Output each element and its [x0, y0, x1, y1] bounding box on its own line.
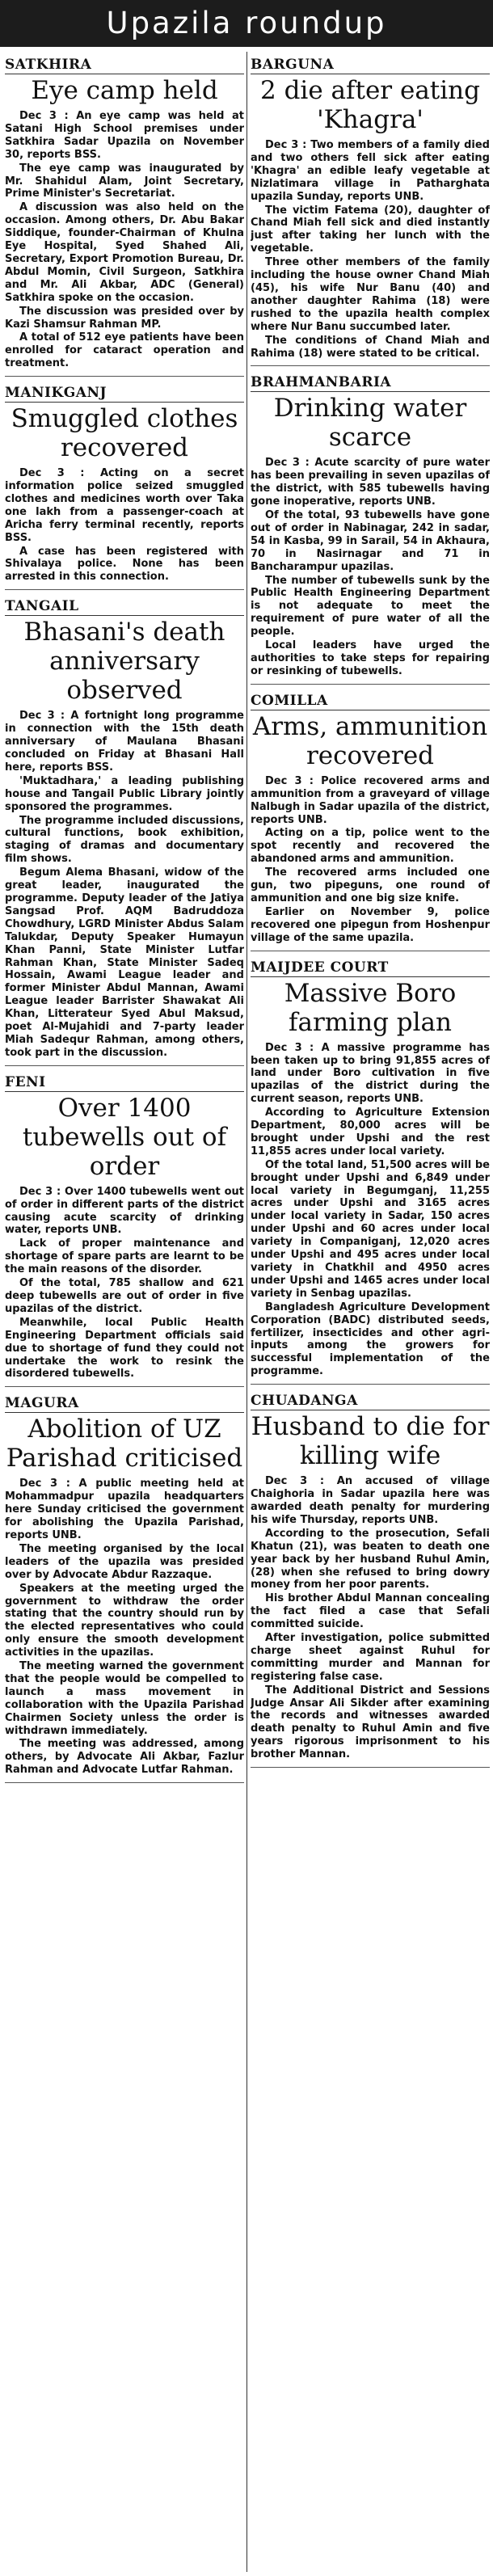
- news-story: [251, 959, 490, 1385]
- story-paragraph: Dec 3 : Acute scarcity of pure water has been prevailing in seven upazilas of the district, with 585 tubewells having gone inoperative, reports UNB.: [251, 457, 490, 508]
- story-paragraph: Dec 3 : Police recovered arms and ammunition from a graveyard of village Nalbugh in Sadar upazila of the district, reports UNB.: [251, 774, 490, 826]
- story-body: [251, 457, 490, 677]
- story-headline: Over 1400 tubewells out of order: [22, 1093, 227, 1181]
- story-dateline: TANGAIL: [5, 598, 244, 616]
- story-dateline: COMILLA: [251, 693, 490, 710]
- left-column: [5, 57, 244, 2570]
- story-paragraph: The conditions of Chand Miah and Rahima (18) were stated to be critical.: [251, 334, 490, 360]
- story-paragraph: Dec 3 : A public meeting held at Mohammadpur upazila headquarters here Sunday criticised the government for abolishing the Upazila Parishad, reports UNB.: [5, 1478, 244, 1541]
- story-body: [5, 467, 244, 584]
- story-paragraph: Dec 3 : An eye camp was held at Satani High School premises under Satkhira Sadar Upazila on November 30, reports BSS.: [5, 110, 244, 161]
- right-column: [251, 57, 490, 2570]
- story-paragraph: The eye camp was inaugurated by Mr. Shahidul Alam, Joint Secretary, Prime Minister's Secretariat.: [5, 162, 244, 200]
- story-headline: 2 die after eating 'Khagra': [260, 76, 480, 134]
- news-story: [251, 693, 490, 951]
- story-paragraph: The victim Fatema (20), daughter of Chand Miah fell sick and died instantly just after taking her lunch with the vegetable.: [251, 204, 490, 255]
- story-paragraph: Meanwhile, local Public Health Engineering Department officials said due to shortage of fund they could not undertake the work to resink the disordered tubewells.: [5, 1316, 244, 1381]
- story-headline: Arms, ammunition recovered: [252, 711, 488, 770]
- story-paragraph: Dec 3 : Over 1400 tubewells went out of order in different parts of the district causing acute scarcity of drinking water, reports UNB.: [5, 1185, 244, 1237]
- story-paragraph: Speakers at the meeting urged the government to withdraw the order stating that the country should run by the elected representatives who could only ensure the smooth development activities in the upazilas.: [5, 1582, 244, 1659]
- story-paragraph: Bangladesh Agriculture Development Corporation (BADC) distributed seeds, fertilizer, insecticides and other agri-inputs among the growers for successful implementation of the programme.: [251, 1301, 490, 1378]
- story-body: [251, 1475, 490, 1761]
- news-story: [5, 1074, 244, 1388]
- story-dateline: SATKHIRA: [5, 57, 244, 74]
- story-dateline: MAGURA: [5, 1395, 244, 1413]
- story-paragraph: Dec 3 : Two members of a family died and two others fell sick after eating 'Khagra' an edible leafy vegetable at Nizlatimara village in Patharghata upazila Sunday, reports UNB.: [251, 139, 490, 203]
- story-paragraph: A discussion was also held on the occasion. Among others, Dr. Abu Bakar Siddique, founder-Chairman of Khulna Eye Hospital, Syed Shahed Ali, Secretary, Export Promotion Bureau, Dr. Abdul Momin, Civil Surgeon, Satkhira and Mr. Ali Akbar, ADC (General) Satkhira spoke on the occasion.: [5, 201, 244, 304]
- story-paragraph: Local leaders have urged the authorities to take steps for repairing or resinking of tubewells.: [251, 639, 490, 677]
- story-dateline: CHUADANGA: [251, 1393, 490, 1410]
- story-paragraph: His brother Abdul Mannan concealing the fact filed a case that Sefali committed suicide.: [251, 1592, 490, 1631]
- story-paragraph: The Additional District and Sessions Judge Ansar Ali Sikder after examining the records and witnesses awarded death penalty to Ruhul Amin and five years rigorous imprisonment to his brother Mannan.: [251, 1684, 490, 1761]
- story-paragraph: Earlier on November 9, police recovered one pipegun from Hoshenpur village of the same upazila.: [251, 905, 490, 944]
- story-body: [251, 775, 490, 945]
- story-dateline: MAIJDEE COURT: [251, 959, 490, 977]
- story-paragraph: Dec 3 : Acting on a secret information police seized smuggled clothes and medicines worth over Taka one lakh from a passenger-coach at Aricha ferry terminal recently, reports BSS.: [5, 467, 244, 544]
- news-story: [251, 1393, 490, 1768]
- story-paragraph: A total of 512 eye patients have been enrolled for cataract operation and treatment.: [5, 331, 244, 370]
- section-banner: Upazila roundup: [0, 0, 493, 47]
- story-paragraph: Acting on a tip, police went to the spot recently and recovered the abandoned arms and ammunition.: [251, 827, 490, 866]
- story-headline: Abolition of UZ Parishad criticised: [6, 1414, 243, 1474]
- story-paragraph: The meeting warned the government that the people would be compelled to launch a mass movement in collaboration with the Upazila Parishad Chairmen Society unless the order is withdrawn immediately.: [5, 1660, 244, 1737]
- story-paragraph: 'Muktadhara,' a leading publishing house and Tangail Public Library jointly sponsored the programmes.: [5, 774, 244, 813]
- story-paragraph: The programme included discussions, cultural functions, book exhibition, staging of dramas and documentary film shows.: [5, 814, 244, 866]
- story-paragraph: Dec 3 : A massive programme has been taken up to bring 91,855 acres of land under Boro cultivation in five upazilas of the district during the current season, reports UNB.: [251, 1041, 490, 1106]
- story-paragraph: According to the prosecution, Sefali Khatun (21), was beaten to death one year back by her husband Ruhul Amin, (28) when she refused to bring dowry money from her poor parents.: [251, 1527, 490, 1592]
- story-paragraph: Dec 3 : A fortnight long programme in connection with the 15th death anniversary of Maulana Bhasani concluded on Friday at Bhasani Hall here, reports BSS.: [5, 710, 244, 774]
- news-story: [5, 385, 244, 590]
- news-story: [251, 374, 490, 684]
- news-story: [5, 57, 244, 377]
- story-headline: Bhasani's death anniversary observed: [23, 618, 225, 706]
- story-body: [5, 1478, 244, 1777]
- story-body: [5, 710, 244, 1059]
- story-paragraph: According to Agriculture Extension Department, 80,000 acres will be brought under Upshi and the rest 11,855 acres under local variety.: [251, 1107, 490, 1157]
- story-body: [251, 1042, 490, 1379]
- story-headline: Massive Boro farming plan: [284, 978, 457, 1037]
- story-paragraph: Of the total land, 51,500 acres will be brought under Upshi and 6,849 under local variety in Begumganj, 11,255 acres under Upshi and 3165 acres under local variety in Sadar, 150 acres under Upshi and 60 acres under local variety in Companiganj, 12,020 acres under Upshi and 495 acres under local variety in Chatkhil and 4950 acres under Upshi and 1465 acres under local variety in Senbag upazilas.: [251, 1158, 490, 1300]
- story-dateline: FENI: [5, 1074, 244, 1092]
- story-headline: Smuggled clothes recovered: [11, 404, 238, 463]
- story-paragraph: The meeting was addressed, among others, by Advocate Ali Akbar, Fazlur Rahman and Advocate Lutfar Rahman.: [5, 1738, 244, 1777]
- story-paragraph: Lack of proper maintenance and shortage of spare parts are learnt to be the main reasons of the disorder.: [5, 1237, 244, 1276]
- story-headline: Eye camp held: [31, 76, 218, 105]
- story-paragraph: Of the total, 785 shallow and 621 deep tubewells are out of order in five upazilas of the district.: [5, 1277, 244, 1315]
- story-headline: Husband to die for killing wife: [251, 1412, 490, 1471]
- story-paragraph: The meeting organised by the local leaders of the upazila was presided over by Advocate Abdur Razzaque.: [5, 1542, 244, 1581]
- story-paragraph: Three other members of the family including the house owner Chand Miah (45), his wife Nur Banu (40) and another daughter Rahima (18) were rushed to the upazila health complex where Nur Banu succumbed later.: [251, 256, 490, 333]
- story-paragraph: Of the total, 93 tubewells have gone out of order in Nabinagar, 242 in sadar, 54 in Kasba, 99 in Sarail, 54 in Akhaura, 70 in Nasirnagar and 71 in Bancharampur upazilas.: [251, 509, 490, 573]
- story-paragraph: A case has been registered with Shivalaya police. None has been arrested in this connection.: [5, 545, 244, 584]
- news-story: [5, 598, 244, 1065]
- story-paragraph: The recovered arms included one gun, two pipeguns, one round of ammunition and one big size knife.: [251, 866, 490, 904]
- story-paragraph: Dec 3 : An accused of village Chaighoria in Sadar upazila here was awarded death penalty for murdering his wife Thursday, reports UNB.: [251, 1475, 490, 1526]
- story-body: [251, 139, 490, 360]
- story-headline: Drinking water scarce: [273, 394, 467, 453]
- story-paragraph: After investigation, police submitted charge sheet against Ruhul for committing murder and Mannan for registering false case.: [251, 1632, 490, 1683]
- news-story: [5, 1395, 244, 1783]
- story-dateline: BRAHMANBARIA: [251, 374, 490, 392]
- story-dateline: BARGUNA: [251, 57, 490, 74]
- story-body: [5, 110, 244, 370]
- story-paragraph: Begum Alema Bhasani, widow of the great leader, inaugurated the programme. Deputy leader of the Jatiya Sangsad Prof. AQM Badruddoza Chowdhury, LGRD Minister Abdus Salam Talukdar, Deputy Speaker Humayun Khan Panni, State Minister Lutfar Rahman Khan, State Minister Sadeq Hossain, Awami League leader and former Minister Abdul Mannan, Awami League leader Barrister Shawakat Ali Khan, Litterateur Syed Abul Maksud, poet Al-Mujahidi and 7-party leader Miah Sadequr Rahman, among others, took part in the discussion.: [5, 866, 244, 1059]
- story-dateline: MANIKGANJ: [5, 385, 244, 403]
- story-body: [5, 1186, 244, 1381]
- story-paragraph: The discussion was presided over by Kazi Shamsur Rahman MP.: [5, 305, 244, 331]
- story-paragraph: The number of tubewells sunk by the Public Health Engineering Department is not adequate to meet the requirement of pure water of all the people.: [251, 574, 490, 639]
- news-story: [251, 57, 490, 366]
